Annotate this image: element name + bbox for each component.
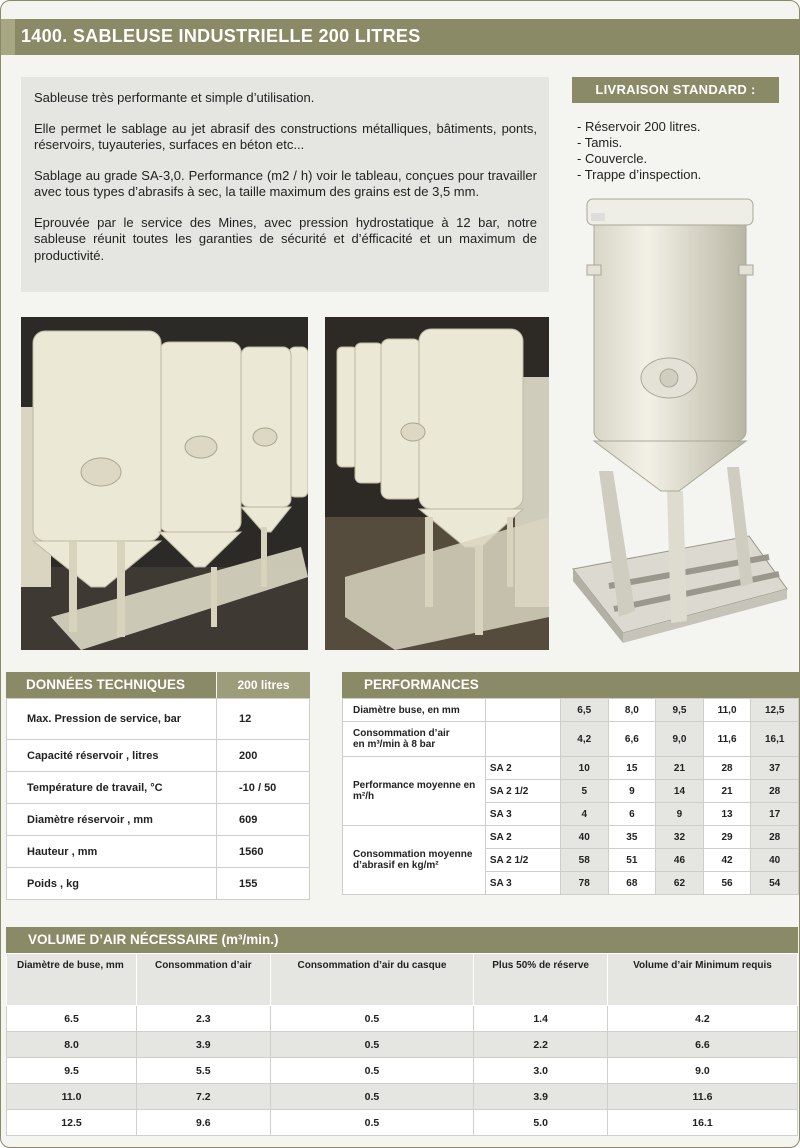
intro-paragraph: Sablage au grade SA-3,0. Performance (m2 / h) voir le tableau, conçues pour travailler avec tous types d’abrasifs à sec, la taille maximum des grains est de 3,5 mm. <box>34 167 537 199</box>
perf-value: 54 <box>751 872 799 895</box>
table-row <box>7 699 310 740</box>
list-item: - Réservoir 200 litres. <box>577 119 701 134</box>
intro-paragraph: Elle permet le sablage au jet abrasif des constructions métalliques, bâtiments, ponts, réservoirs, tuyauteries, surfaces en béton etc... <box>34 120 537 152</box>
tech-table <box>6 698 310 900</box>
column-header: Consommation d’air du casque <box>270 954 474 1006</box>
perf-value: 62 <box>656 872 704 895</box>
perf-value: 56 <box>703 872 751 895</box>
air-volume-table <box>6 953 798 1136</box>
perf-value: 29 <box>703 826 751 849</box>
air-value: 3.9 <box>137 1032 271 1058</box>
air-value: 2.2 <box>474 1032 608 1058</box>
nozzle-value: 12,5 <box>751 699 799 722</box>
performances-heading: PERFORMANCES <box>342 672 799 698</box>
spec-label: Poids , kg <box>7 868 217 900</box>
nozzle-value: 6,5 <box>560 699 608 722</box>
spec-value: 12 <box>217 699 310 740</box>
perf-value: 35 <box>608 826 656 849</box>
column-header: Volume d’air Minimum requis <box>607 954 797 1006</box>
air-value: 4,2 <box>560 722 608 757</box>
perf-value: 21 <box>656 757 704 780</box>
perf-value: 9 <box>608 780 656 803</box>
spec-value: 609 <box>217 804 310 836</box>
perf-value: 4 <box>560 803 608 826</box>
perf-value: 21 <box>703 780 751 803</box>
air-value: 0.5 <box>270 1032 474 1058</box>
column-header: Plus 50% de réserve <box>474 954 608 1006</box>
perf-value: 46 <box>656 849 704 872</box>
air-value: 9.6 <box>137 1110 271 1136</box>
nozzle-value: 8,0 <box>608 699 656 722</box>
spec-label: Hauteur , mm <box>7 836 217 868</box>
air-value: 9,0 <box>656 722 704 757</box>
air-value: 0.5 <box>270 1006 474 1032</box>
air-label-line-1: Consommation d’air <box>353 728 450 739</box>
nozzle-label: Diamètre buse, en mm <box>343 699 486 722</box>
table-row <box>7 1058 798 1084</box>
spec-label: Max. Pression de service, bar <box>7 699 217 740</box>
spec-value: 155 <box>217 868 310 900</box>
table-row <box>7 868 310 900</box>
perf-value: 40 <box>560 826 608 849</box>
air-label <box>343 722 486 757</box>
table-row <box>7 1084 798 1110</box>
tech-column-header: 200 litres <box>217 672 310 698</box>
title-accent <box>1 19 15 55</box>
empty-cell <box>485 699 560 722</box>
perf-value: 37 <box>751 757 799 780</box>
air-value: 4.2 <box>607 1006 797 1032</box>
spec-value: 1560 <box>217 836 310 868</box>
title-bar <box>1 19 799 55</box>
air-value: 9.5 <box>7 1058 137 1084</box>
air-value: 11,6 <box>703 722 751 757</box>
air-value: 0.5 <box>270 1058 474 1084</box>
perf-value: 68 <box>608 872 656 895</box>
perf-value: 28 <box>751 826 799 849</box>
air-label-line-2: en m³/min à 8 bar <box>353 739 436 750</box>
air-value: 16.1 <box>607 1110 797 1136</box>
table-row <box>7 1006 798 1032</box>
empty-cell <box>485 722 560 757</box>
perf-value: 14 <box>656 780 704 803</box>
air-value: 12.5 <box>7 1110 137 1136</box>
perf-value: 13 <box>703 803 751 826</box>
perf-value: 58 <box>560 849 608 872</box>
air-value: 6.6 <box>607 1032 797 1058</box>
perf-value: 6 <box>608 803 656 826</box>
grade-label: SA 2 1/2 <box>485 849 560 872</box>
table-row <box>7 1110 798 1136</box>
perf-value: 40 <box>751 849 799 872</box>
air-value: 0.5 <box>270 1110 474 1136</box>
column-header: Consommation d’air <box>137 954 271 1006</box>
spec-label: Température de travail, °C <box>7 772 217 804</box>
list-item: - Trappe d’inspection. <box>577 167 702 182</box>
air-value: 2.3 <box>137 1006 271 1032</box>
spec-value: -10 / 50 <box>217 772 310 804</box>
table-row <box>343 699 799 722</box>
perf-value: 5 <box>560 780 608 803</box>
list-item: - Couvercle. <box>577 151 648 166</box>
spec-label: Capacité réservoir , litres <box>7 740 217 772</box>
air-value: 8.0 <box>7 1032 137 1058</box>
perf-value: 42 <box>703 849 751 872</box>
nozzle-value: 9,5 <box>656 699 704 722</box>
nozzle-value: 11,0 <box>703 699 751 722</box>
perf-value: 78 <box>560 872 608 895</box>
grade-label: SA 2 <box>485 826 560 849</box>
table-row <box>7 836 310 868</box>
air-value: 3.9 <box>474 1084 608 1110</box>
list-item: - Tamis. <box>577 135 623 150</box>
air-value: 1.4 <box>474 1006 608 1032</box>
product-photo <box>325 317 549 650</box>
table-row <box>343 826 799 849</box>
performance-label: Performance moyenne en m²/h <box>343 757 486 826</box>
product-photo <box>21 317 308 650</box>
sandblaster-illustration <box>569 191 791 665</box>
air-value: 16,1 <box>751 722 799 757</box>
intro-paragraph: Sableuse très performante et simple d’utilisation. <box>34 90 315 105</box>
grade-label: SA 2 1/2 <box>485 780 560 803</box>
perf-value: 9 <box>656 803 704 826</box>
intro-panel <box>21 77 549 292</box>
grade-label: SA 3 <box>485 803 560 826</box>
intro-paragraph: Eprouvée par le service des Mines, avec pression hydrostatique à 12 bar, notre sableuse réunit toutes les garanties de sécurité et d’éfficacité et un maximum de productivité. <box>34 214 537 263</box>
standard-delivery-list <box>577 119 701 183</box>
air-value: 0.5 <box>270 1084 474 1110</box>
table-row <box>7 740 310 772</box>
tanks-photo-side <box>325 317 549 650</box>
air-value: 5.5 <box>137 1058 271 1084</box>
perf-value: 28 <box>751 780 799 803</box>
table-row <box>343 722 799 757</box>
perf-value: 10 <box>560 757 608 780</box>
air-value: 11.6 <box>607 1084 797 1110</box>
table-row <box>343 757 799 780</box>
table-row <box>7 772 310 804</box>
tech-heading: DONNÉES TECHNIQUES <box>6 672 216 698</box>
air-value: 7.2 <box>137 1084 271 1110</box>
air-value: 6.5 <box>7 1006 137 1032</box>
air-value: 5.0 <box>474 1110 608 1136</box>
spec-value: 200 <box>217 740 310 772</box>
product-image <box>569 191 791 665</box>
air-volume-heading: VOLUME D’AIR NÉCESSAIRE (m³/min.) <box>6 927 798 953</box>
air-value: 11.0 <box>7 1084 137 1110</box>
perf-value: 17 <box>751 803 799 826</box>
page-title: 1400. SABLEUSE INDUSTRIELLE 200 LITRES <box>21 26 421 46</box>
perf-value: 28 <box>703 757 751 780</box>
abrasive-label: Consommation moyenne d’abrasif en kg/m² <box>343 826 486 895</box>
air-value: 3.0 <box>474 1058 608 1084</box>
tanks-photo-front <box>21 317 308 650</box>
air-value: 6,6 <box>608 722 656 757</box>
grade-label: SA 2 <box>485 757 560 780</box>
perf-value: 51 <box>608 849 656 872</box>
table-row <box>7 804 310 836</box>
table-row <box>7 1032 798 1058</box>
perf-value: 15 <box>608 757 656 780</box>
perf-value: 32 <box>656 826 704 849</box>
grade-label: SA 3 <box>485 872 560 895</box>
spec-label: Diamètre réservoir , mm <box>7 804 217 836</box>
standard-delivery-heading: LIVRAISON STANDARD : <box>572 77 779 103</box>
column-header: Diamètre de buse, mm <box>7 954 137 1006</box>
performances-table <box>342 698 799 895</box>
air-value: 9.0 <box>607 1058 797 1084</box>
